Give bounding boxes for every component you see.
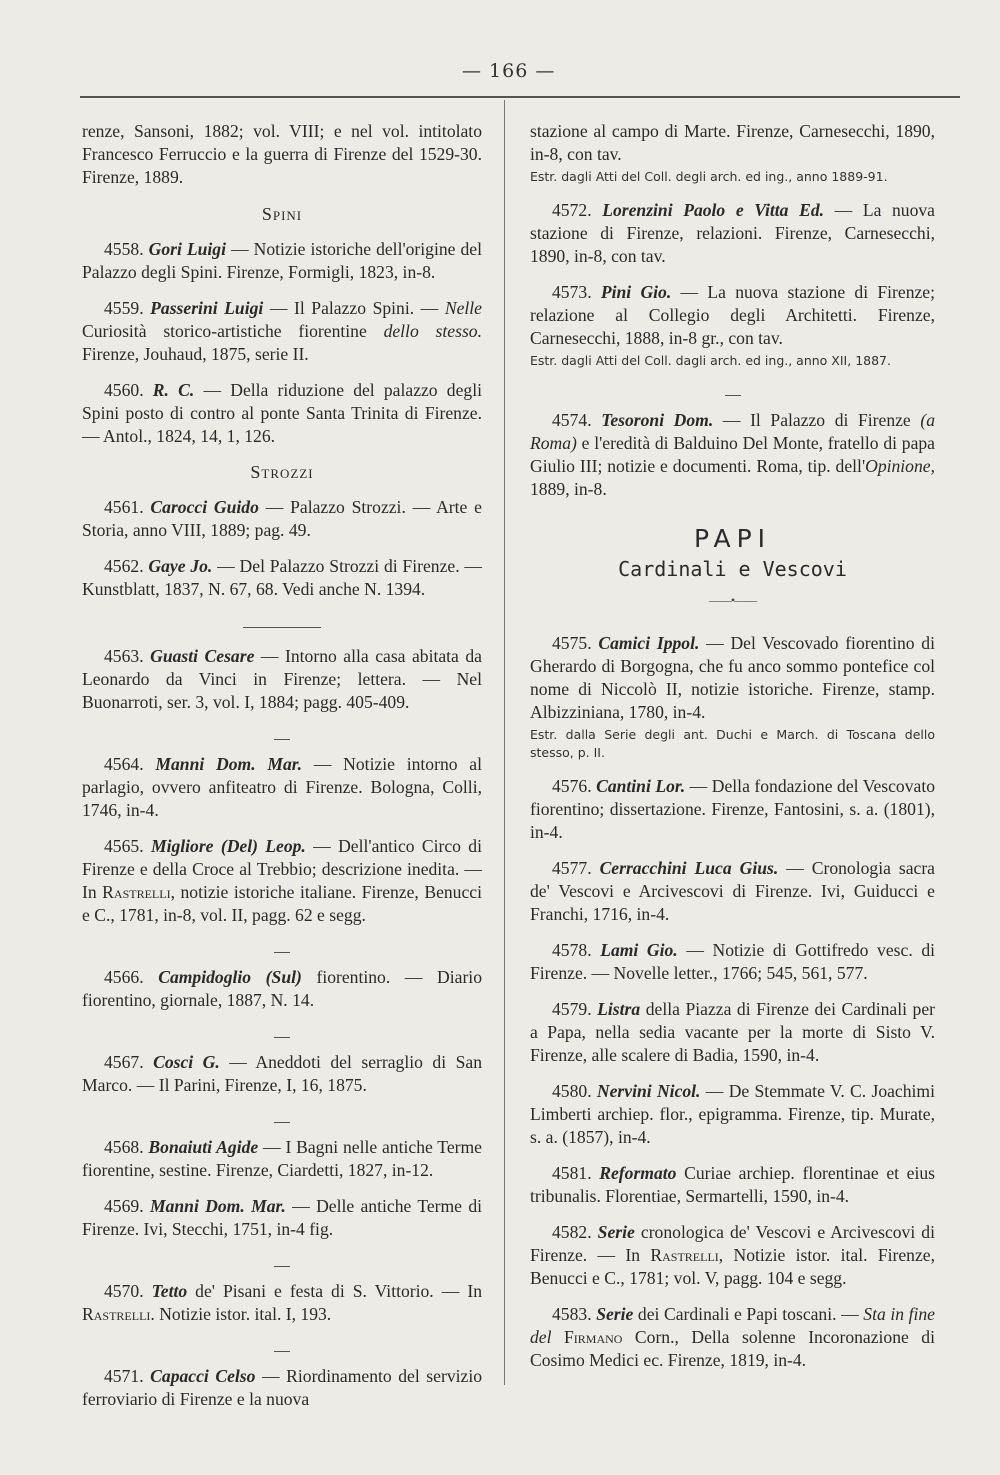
entry-italic: dello stesso. xyxy=(383,321,482,341)
entry-text: — La nuova stazione di Firenze; relazione al Collegio degli Architetti. Firenze, Carnesecchi, 1888, in-8 gr., con tav. xyxy=(530,282,935,348)
section-heading-strozzi: Strozzi xyxy=(250,462,314,482)
entry-text: — Palazzo Strozzi. — Arte e Storia, anno VIII, 1889; pag. 49. xyxy=(82,497,482,540)
entry-4577 xyxy=(530,857,935,926)
entry-number: 4571. xyxy=(104,1366,144,1386)
entry-text: — Intorno alla casa abitata da Leonardo da Vinci in Firenze; lettera. — Nel Buonarroti, ser. 3, vol. I, 1884; pagg. 405-409. xyxy=(82,646,482,712)
entry-number: 4578. xyxy=(552,940,592,960)
entry-text: — I Bagni nelle antiche Terme fiorentine, sestine. Firenze, Ciardetti, 1827, in-12. xyxy=(82,1137,482,1180)
entry-author: R. C. xyxy=(152,380,195,400)
entry-continuation: renze, Sansoni, 1882; vol. VIII; e nel vol. intitolato Francesco Ferruccio e la guerra di Firenze del 1529-30. Firenze, 1889. xyxy=(82,121,482,187)
entry-4579 xyxy=(530,998,935,1067)
entry-smallcaps: Rastrelli xyxy=(102,882,171,902)
entry-number: 4568. xyxy=(104,1137,144,1157)
entry-4581 xyxy=(530,1162,935,1208)
entry-number: 4572. xyxy=(552,200,592,220)
entry-author: Pini Gio. xyxy=(600,282,672,302)
entry-number: 4570. xyxy=(104,1281,144,1301)
dash-separator xyxy=(82,727,482,741)
entry-italic: Sta in fine del xyxy=(530,1304,935,1347)
entry-number: 4582. xyxy=(552,1222,592,1242)
entry-text: — De Stemmate V. C. Joachimi Limberti archiep. flor., epigramma. Firenze, tip. Murate, s. a. (1857), in-4. xyxy=(530,1081,936,1147)
entry-number: 4581. xyxy=(552,1163,592,1183)
entry-text: — Aneddoti del serraglio di San Marco. — Il Parini, Firenze, I, 16, 1875. xyxy=(82,1052,482,1095)
entry-author: Guasti Cesare xyxy=(150,646,255,666)
section-subtitle: Cardinali e Vescovi xyxy=(618,557,847,581)
entry-number: 4562. xyxy=(104,556,144,576)
dash-separator xyxy=(82,1025,482,1039)
entry-author: Gaye Jo. xyxy=(148,556,213,576)
entry-text: fiorentino. — Diario fiorentino, giornale, 1887, N. 14. xyxy=(82,967,482,1010)
page-number: — 166 — xyxy=(462,60,556,82)
entry-number: 4573. xyxy=(552,282,592,302)
entry-number: 4564. xyxy=(104,754,144,774)
section-heading-spini: Spini xyxy=(261,204,303,224)
entry-author: Nervini Nicol. xyxy=(596,1081,701,1101)
entry-author: Cantini Lor. xyxy=(596,776,686,796)
entry-author: Gori Luigi xyxy=(148,239,226,259)
entry-4583 xyxy=(530,1303,935,1372)
entry-smallcaps: Firmano xyxy=(563,1327,623,1347)
entry-text: , Notizie istor. ital. Firenze, Benucci e C., 1781; vol. V, pagg. 104 e segg. xyxy=(530,1245,935,1288)
entry-text: — Notizie istoriche dell'origine del Palazzo degli Spini. Firenze, Formigli, 1823, in-8. xyxy=(82,239,482,282)
entry-number: 4567. xyxy=(104,1052,144,1072)
entry-4567 xyxy=(82,1051,482,1097)
entry-4578 xyxy=(530,939,935,985)
entry-4573 xyxy=(530,281,935,350)
left-column xyxy=(82,120,482,1424)
entry-text: Firenze, Jouhaud, 1875, serie II. xyxy=(82,344,309,364)
entry-number: 4576. xyxy=(552,776,592,796)
entry-author: Listra xyxy=(597,999,641,1019)
entry-author: Reformato xyxy=(599,1163,677,1183)
entry-4558 xyxy=(82,238,482,284)
entry-4571 xyxy=(82,1365,482,1411)
entry-italic: (a Roma) xyxy=(530,410,935,453)
dash-separator xyxy=(82,1339,482,1353)
entry-author: Tetto xyxy=(151,1281,188,1301)
entry-text: — La nuova stazione di Firenze, relazioni. Firenze, Carnesecchi, 1890, in-8, con tav. xyxy=(530,200,935,266)
entry-smallcaps: Rastrelli xyxy=(82,1304,151,1324)
entry-4568 xyxy=(82,1136,482,1182)
ornament-divider: ——•—— xyxy=(708,593,757,607)
entry-number: 4558. xyxy=(104,239,144,259)
entry-4570 xyxy=(82,1280,482,1326)
entry-number: 4561. xyxy=(104,497,144,517)
entry-note: Estr. dagli Atti del Coll. dagli arch. ed ing., anno XII, 1887. xyxy=(530,353,891,368)
entry-author: Camici Ippol. xyxy=(598,633,700,653)
entry-number: 4565. xyxy=(104,836,144,856)
entry-author: Bonaiuti Agide xyxy=(148,1137,259,1157)
entry-number: 4580. xyxy=(552,1081,592,1101)
entry-author: Campidoglio (Sul) xyxy=(158,967,302,987)
entry-text: 1889, in-8. xyxy=(530,479,607,499)
entry-4561 xyxy=(82,496,482,542)
right-column xyxy=(530,120,935,1385)
entry-text: — Il Palazzo di Firenze xyxy=(713,410,921,430)
entry-4569 xyxy=(82,1195,482,1241)
entry-4562 xyxy=(82,555,482,601)
entry-text: della Piazza di Firenze dei Cardinali per a Papa, nella sedia vacante per la morte di Sisto V. Firenze, alle scalere di Badia, 1590, in-4. xyxy=(530,999,935,1065)
entry-4560 xyxy=(82,379,482,448)
entry-text: — Dell'antico Circo di Firenze e della Croce al Trebbio; descrizione inedita. — In xyxy=(82,836,482,902)
entry-number: 4575. xyxy=(552,633,592,653)
entry-author: Serie xyxy=(597,1222,635,1242)
entry-4576 xyxy=(530,775,935,844)
entry-text: e l'eredità di Balduino Del Monte, fratello di papa Giulio III; notizie e documenti. Roma, tip. dell' xyxy=(530,433,935,476)
entry-text: , notizie istoriche italiane. Firenze, Benucci e C., 1781, in-8, vol. II, pagg. 62 e segg. xyxy=(82,882,482,925)
entry-author: Lorenzini Paolo e Vitta Ed. xyxy=(602,200,825,220)
entry-author: Manni Dom. Mar. xyxy=(149,1196,286,1216)
entry-author: Migliore (Del) Leop. xyxy=(150,836,306,856)
entry-author: Cosci G. xyxy=(153,1052,220,1072)
entry-text: — Della fondazione del Vescovato fiorentino; dissertazione. Firenze, Fantosini, s. a. (1801), in-4. xyxy=(530,776,936,842)
dash-separator xyxy=(530,383,935,397)
entry-author: Manni Dom. Mar. xyxy=(155,754,303,774)
entry-text: — Notizie di Gottifredo vesc. di Firenze. — Novelle letter., 1766; 545, 561, 577. xyxy=(530,940,936,983)
entry-author: Capacci Celso xyxy=(150,1366,256,1386)
entry-text: — Del Vescovado fiorentino di Gherardo di Borgogna, che fu anco sommo pontefice col nome di Niccolò II, notizie istoriche. Firenze, stamp. Albizziniana, 1780, in-4. xyxy=(530,633,935,722)
entry-text: cronologica de' Vescovi e Arcivescovi di Firenze. — In xyxy=(530,1222,935,1265)
entry-italic: Nelle xyxy=(444,298,482,318)
entry-text: de' Pisani e festa di S. Vittorio. — In xyxy=(187,1281,482,1301)
column-divider xyxy=(504,100,505,1385)
entry-number: 4560. xyxy=(104,380,144,400)
entry-number: 4577. xyxy=(552,858,592,878)
entry-text: — Cronologia sacra de' Vescovi e Arcivescovi di Firenze. Ivi, Guiducci e Franchi, 1716, in-4. xyxy=(530,858,935,924)
entry-4574 xyxy=(530,409,935,501)
entry-4580 xyxy=(530,1080,935,1149)
entry-text: — Notizie intorno al parlagio, ovvero anfiteatro di Firenze. Bologna, Colli, 1746, in-4. xyxy=(82,754,482,820)
entry-author: Tesoroni Dom. xyxy=(601,410,714,430)
entry-note: Estr. dalla Serie degli ant. Duchi e March. di Toscana dello stesso, p. II. xyxy=(530,727,935,760)
entry-text: dei Cardinali e Papi toscani. — xyxy=(633,1304,864,1324)
entry-author: Passerini Luigi xyxy=(150,298,264,318)
entry-continuation: stazione al campo di Marte. Firenze, Carnesecchi, 1890, in-8, con tav. xyxy=(530,121,935,164)
entry-author: Serie xyxy=(596,1304,634,1324)
entry-italic: Opinione, xyxy=(865,456,935,476)
entry-4566 xyxy=(82,966,482,1012)
dash-separator xyxy=(82,1110,482,1124)
entry-4582 xyxy=(530,1221,935,1290)
entry-text: Corn., Della solenne Incoronazione di Cosimo Medici ec. Firenze, 1819, in-4. xyxy=(530,1327,935,1370)
entry-text: — Del Palazzo Strozzi di Firenze. — Kunstblatt, 1837, N. 67, 68. Vedi anche N. 1394. xyxy=(82,556,482,599)
entry-number: 4579. xyxy=(552,999,592,1019)
entry-note: Estr. dagli Atti del Coll. degli arch. ed ing., anno 1889-91. xyxy=(530,169,888,184)
entry-text: . Notizie istor. ital. I, 193. xyxy=(150,1304,332,1324)
entry-number: 4563. xyxy=(104,646,144,666)
separator-rule xyxy=(82,615,482,625)
entry-text: — Della riduzione del palazzo degli Spini posto di contro al ponte Santa Trinita di Firenze. — Antol., 1824, 14, 1, 126. xyxy=(82,380,482,446)
entry-number: 4559. xyxy=(104,298,144,318)
entry-4565 xyxy=(82,835,482,927)
entry-text: — Il Palazzo Spini. — xyxy=(263,298,445,318)
entry-author: Lami Gio. xyxy=(600,940,678,960)
entry-4575 xyxy=(530,632,935,724)
entry-text: — Riordinamento del servizio ferroviario di Firenze e la nuova xyxy=(82,1366,483,1409)
section-title-papi: PAPI xyxy=(693,524,772,553)
entry-number: 4583. xyxy=(552,1304,592,1324)
entry-number: 4566. xyxy=(104,967,144,987)
entry-number: 4569. xyxy=(104,1196,144,1216)
entry-author: Cerracchini Luca Gius. xyxy=(599,858,779,878)
entry-smallcaps: Rastrelli xyxy=(650,1245,719,1265)
entry-text: Curiosità storico-artistiche fiorentine xyxy=(82,321,384,341)
entry-4564 xyxy=(82,753,482,822)
entry-text: Curiae archiep. florentinae et eius tribunalis. Florentiae, Sermartelli, 1590, in-4. xyxy=(530,1163,935,1206)
top-rule xyxy=(80,96,960,98)
entry-author: Carocci Guido xyxy=(150,497,259,517)
dash-separator xyxy=(82,1254,482,1268)
entry-text: — Delle antiche Terme di Firenze. Ivi, Stecchi, 1751, in-4 fig. xyxy=(82,1196,483,1239)
entry-4559 xyxy=(82,297,482,366)
entry-4563 xyxy=(82,645,482,714)
dash-separator xyxy=(82,940,482,954)
entry-number: 4574. xyxy=(552,410,592,430)
entry-4572 xyxy=(530,199,935,268)
